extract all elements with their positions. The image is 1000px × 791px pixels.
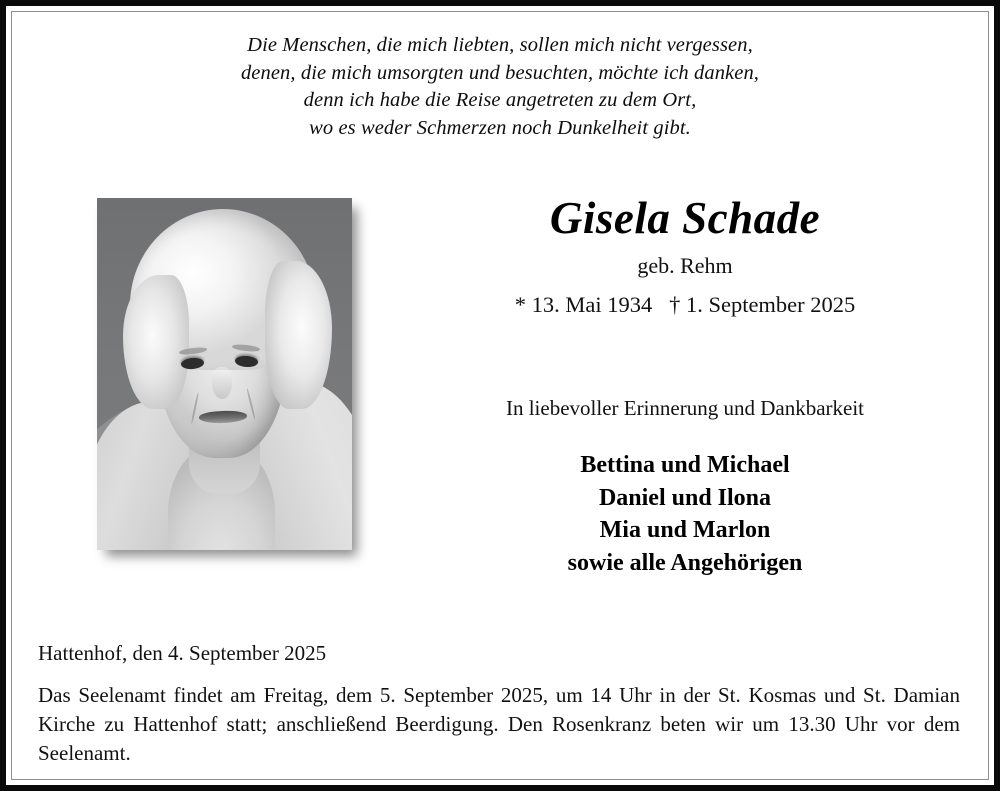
service-details-text: Das Seelenamt findet am Freitag, dem 5. September 2025, um 14 Uhr in der St. Kosmas und St. Damian Kirche zu Hattenhof statt; anschließend Beerdigung. Den Rosenkranz beten wir um 13.30 Uhr vor dem Seelenamt. bbox=[38, 683, 960, 765]
verse-line-3: denn ich habe die Reise angetreten zu dem Ort, bbox=[303, 89, 697, 111]
notice-sheet bbox=[6, 6, 994, 785]
portrait-photo bbox=[97, 198, 352, 550]
portrait-hair-left bbox=[123, 275, 189, 409]
deceased-life-dates: * 13. Mai 1934 † 1. September 2025 bbox=[514, 292, 856, 317]
mourner-line-2: Daniel und Ilona bbox=[598, 484, 772, 511]
mourners-list bbox=[406, 449, 964, 579]
verse-line-2: denen, die mich umsorgten und besuchten, möchte ich danken, bbox=[240, 61, 760, 84]
mourner-line-3: Mia und Marlon bbox=[599, 517, 771, 543]
place-and-date: Hattenhof, den 4. September 2025 bbox=[38, 641, 327, 665]
mourner-line-4: sowie alle Angehörigen bbox=[567, 549, 803, 576]
verse-line-4: wo es weder Schmerzen noch Dunkelheit gibt. bbox=[309, 116, 691, 139]
mourner-line-1: Bettina und Michael bbox=[580, 452, 790, 478]
deceased-name: Gisela Schade bbox=[549, 193, 821, 243]
dedication-intro: In liebevoller Erinnerung und Dankbarkeit bbox=[505, 396, 865, 420]
portrait-hair-right bbox=[265, 261, 331, 409]
verse-line-1: Die Menschen, die mich liebten, sollen mich nicht vergessen, bbox=[247, 34, 753, 56]
service-details bbox=[38, 681, 960, 768]
deceased-maiden-name: geb. Rehm bbox=[637, 253, 733, 278]
portrait-nose bbox=[212, 367, 232, 399]
portrait-photo-frame bbox=[97, 198, 352, 550]
memorial-verse bbox=[6, 32, 994, 142]
